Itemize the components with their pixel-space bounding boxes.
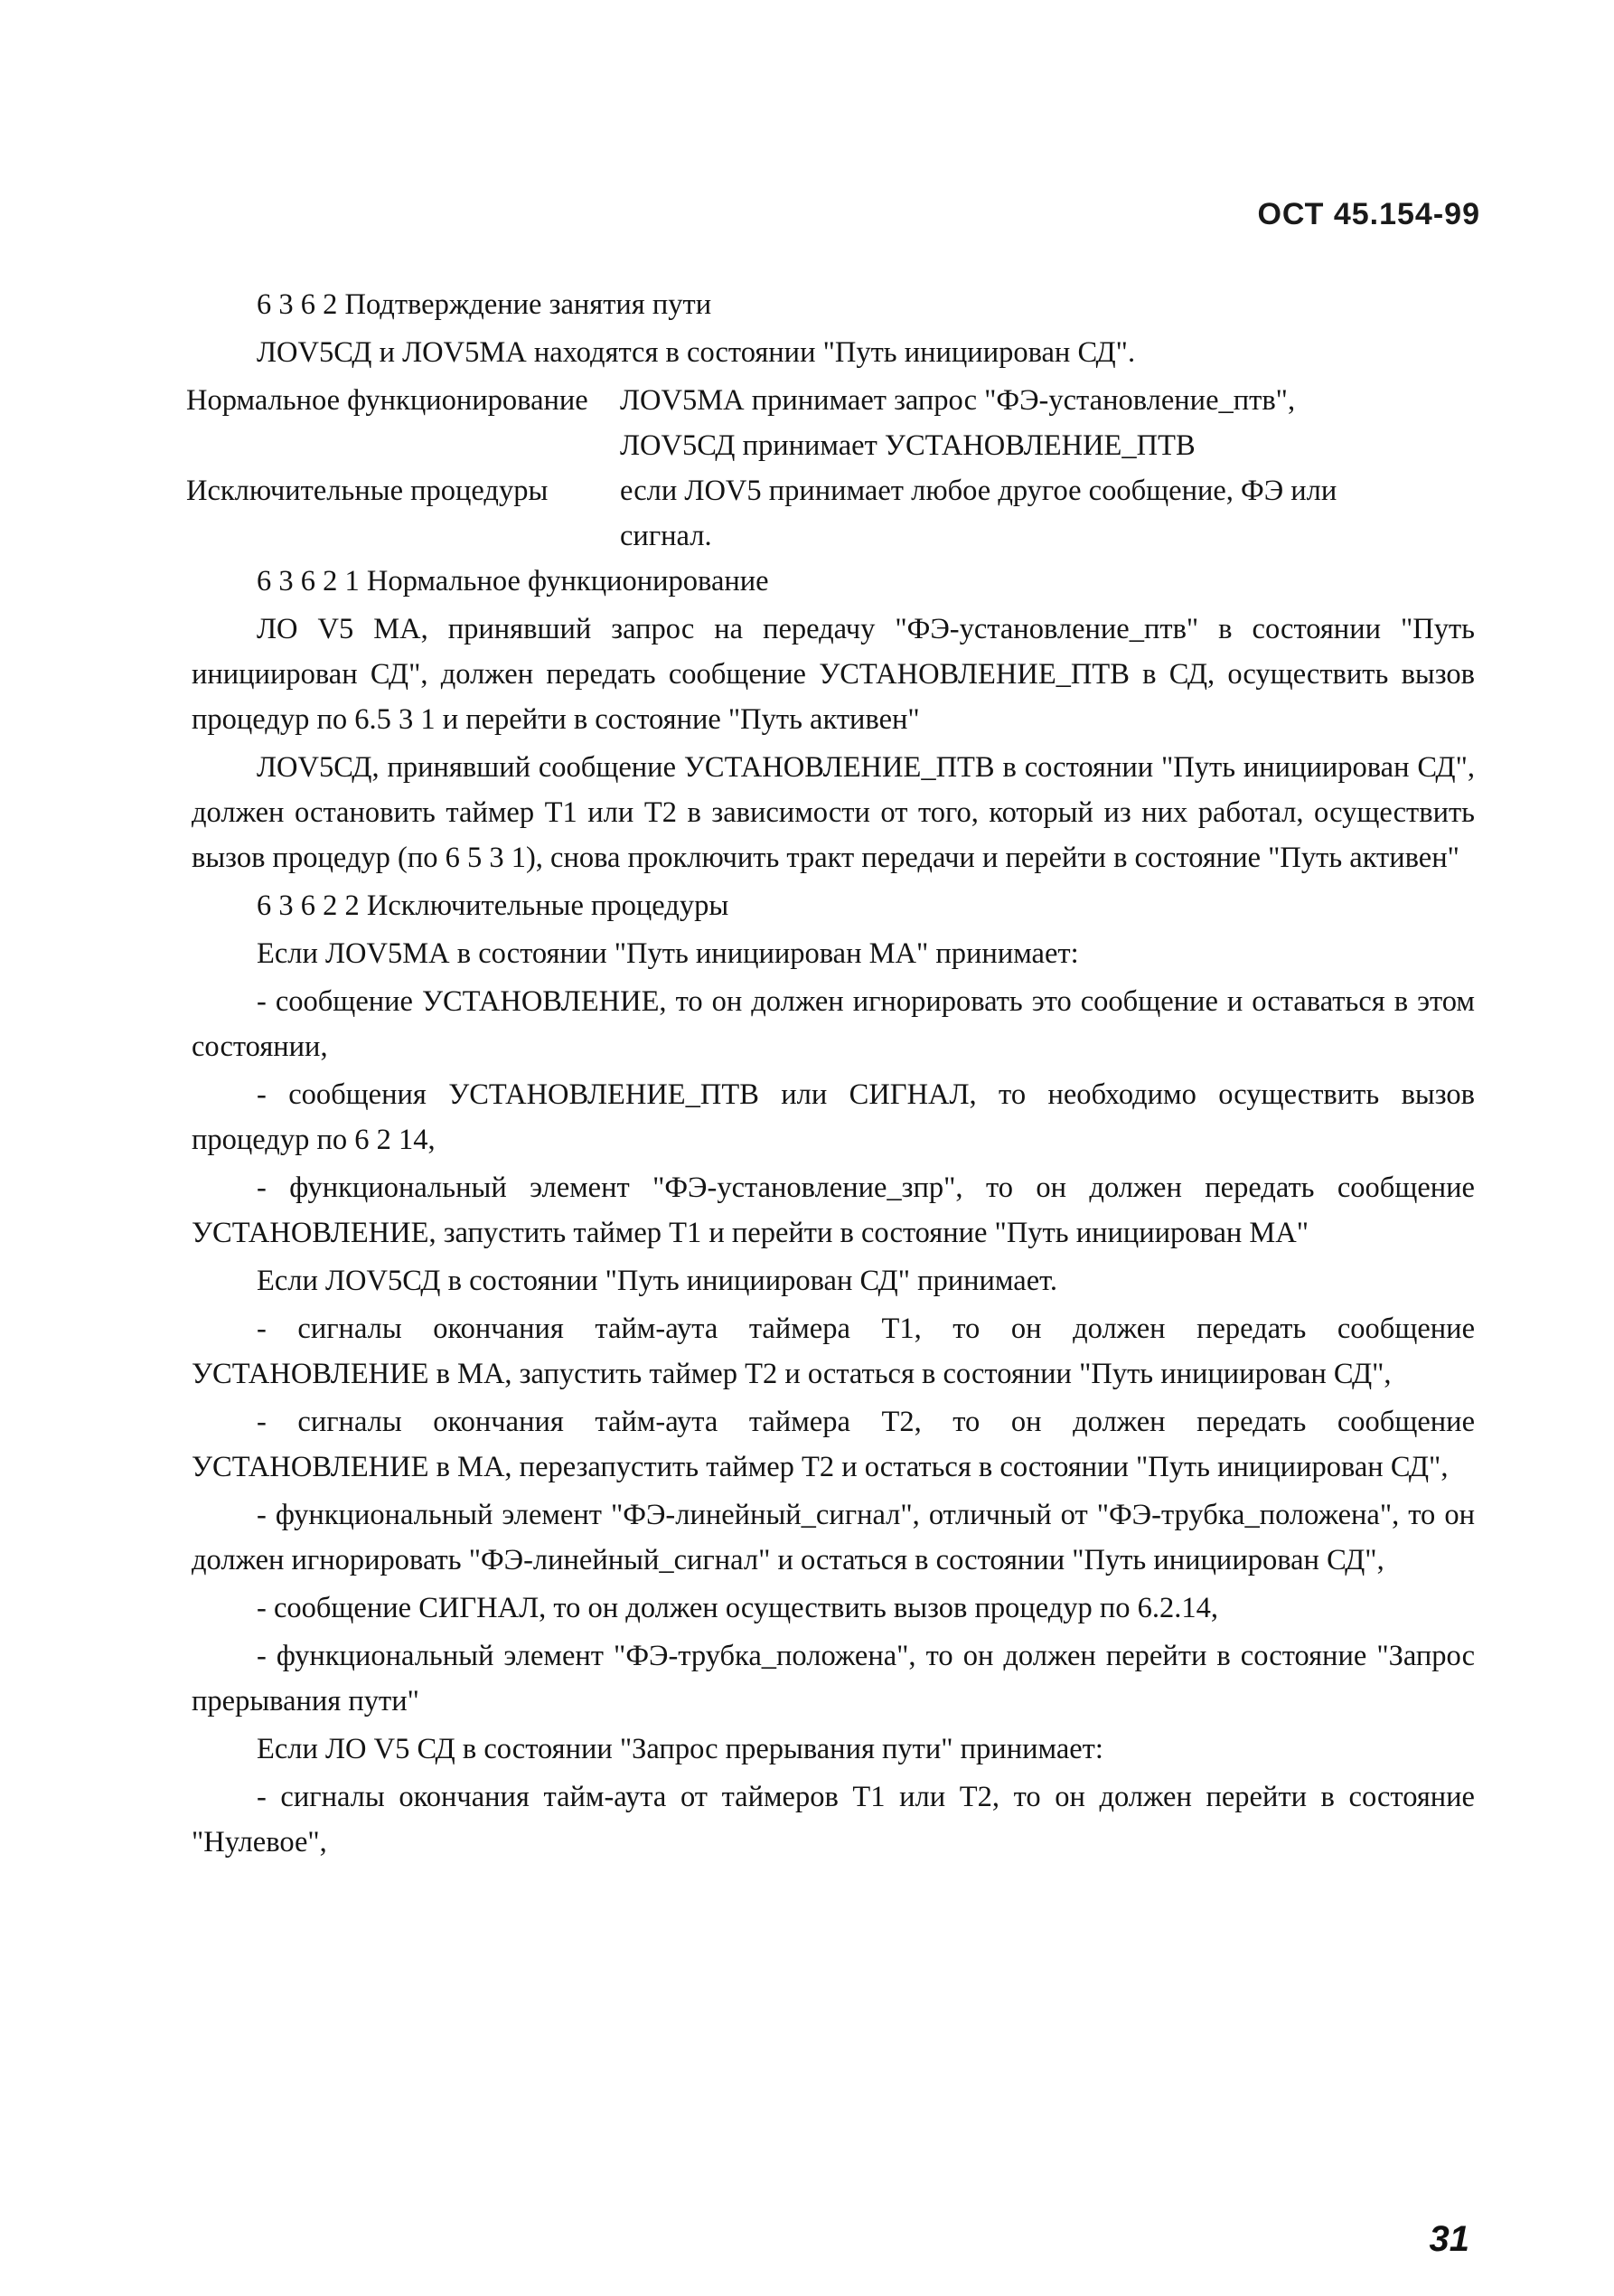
exceptional-definition-row [186,468,1475,513]
page-number: 31 [1429,2219,1469,2259]
paragraph: Если ЛОV5МА в состоянии "Путь инициирован МА" принимает: [257,937,1079,970]
document-body [186,282,1475,1868]
list-item: - функциональный элемент "ФЭ-трубка_положена", то он должен перейти в состояние "Запрос прерывания пути" [192,1640,1475,1717]
subsection-exceptional-title: 6 3 6 2 2 Исключительные процедуры [257,889,729,922]
normal-description-line1: ЛОV5МА принимает запрос "ФЭ-установление_птв", [620,384,1296,417]
list-item: - сигналы окончания тайм-аута от таймеров Т1 или Т2, то он должен перейти в состояние "Нулевое", [192,1781,1475,1858]
exceptional-description-line2: сигнал. [620,520,712,552]
normal-term: Нормальное функционирование [186,384,588,417]
paragraph: Если ЛОV5СД в состоянии "Путь инициирован СД" принимает. [257,1265,1058,1297]
paragraph: Если ЛО V5 СД в состоянии "Запрос прерывания пути" принимает: [257,1733,1103,1765]
normal-definition-row [186,378,1475,423]
list-item: - сообщение СИГНАЛ, то он должен осуществить вызов процедур по 6.2.14, [257,1592,1219,1624]
list-item: - функциональный элемент "ФЭ-установление_зпр", то он должен передать сообщение УСТАНОВЛЕНИЕ, запустить таймер Т1 и перейти в состояние "Путь инициирован МА" [192,1172,1475,1249]
list-item: - сообщения УСТАНОВЛЕНИЕ_ПТВ или СИГНАЛ, то необходимо осуществить вызов процедур по 6 2 14, [192,1078,1475,1156]
definitions-block [186,378,1475,559]
exceptional-description-line1: если ЛОV5 принимает любое другое сообщение, ФЭ или [620,475,1337,507]
normal-description-line2: ЛОV5СД принимает УСТАНОВЛЕНИЕ_ПТВ [620,429,1196,462]
exceptional-term: Исключительные процедуры [186,475,549,507]
intro-paragraph: ЛОV5СД и ЛОV5МА находятся в состоянии "Путь инициирован СД". [257,336,1136,369]
list-item: - сигналы окончания тайм-аута таймера Т1, то он должен передать сообщение УСТАНОВЛЕНИЕ в МА, запустить таймер Т2 и остаться в состоянии "Путь инициирован СД", [192,1313,1475,1390]
document-code: ОСТ 45.154-99 [1257,197,1480,231]
paragraph: ЛОV5СД, принявший сообщение УСТАНОВЛЕНИЕ_ПТВ в состоянии "Путь инициирован СД", должен остановить таймер Т1 или Т2 в зависимости от того, который из них работал, осуществить вызов процедур (по 6 5 3 1), снова проключить тракт передачи и перейти в состояние "Путь активен" [192,751,1475,874]
list-item: - сообщение УСТАНОВЛЕНИЕ, то он должен игнорировать это сообщение и оставаться в этом состоянии, [192,985,1475,1063]
paragraph: ЛО V5 МА, принявший запрос на передачу "ФЭ-установление_птв" в состоянии "Путь инициирован СД", должен передать сообщение УСТАНОВЛЕНИЕ_ПТВ в СД, осуществить вызов процедур по 6.5 3 1 и перейти в состояние "Путь активен" [192,613,1475,736]
list-item: - функциональный элемент "ФЭ-линейный_сигнал", отличный от "ФЭ-трубка_положена", то он должен игнорировать "ФЭ-линейный_сигнал" и остаться в состоянии "Путь инициирован СД", [192,1499,1475,1576]
list-item: - сигналы окончания тайм-аута таймера Т2, то он должен передать сообщение УСТАНОВЛЕНИЕ в МА, перезапустить таймер Т2 и остаться в состоянии "Путь инициирован СД", [192,1406,1475,1483]
subsection-normal-title: 6 3 6 2 1 Нормальное функционирование [257,565,769,598]
section-title: 6 3 6 2 Подтверждение занятия пути [257,288,712,321]
